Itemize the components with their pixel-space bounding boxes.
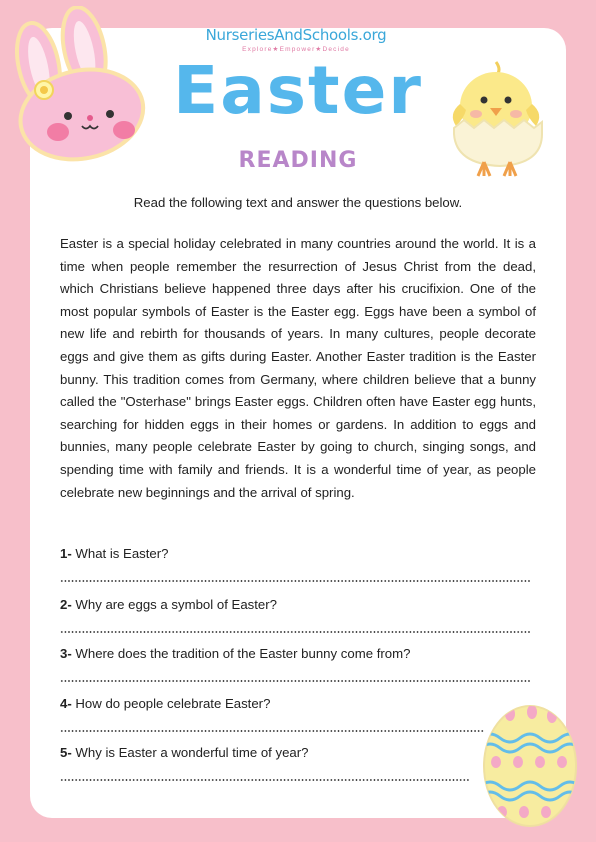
- question-text: What is Easter?: [75, 546, 169, 561]
- question-number: 1-: [60, 546, 72, 561]
- answer-line-2[interactable]: [60, 631, 530, 633]
- question-number: 2-: [60, 597, 72, 612]
- question-2: [60, 597, 540, 612]
- answer-line-4[interactable]: [60, 730, 484, 732]
- question-number: 5-: [60, 745, 72, 760]
- question-text: Where does the tradition of the Easter bunny come from?: [75, 646, 411, 661]
- logo-tagline: Explore★Empower★Decide: [242, 46, 350, 53]
- answer-line-1[interactable]: [60, 580, 530, 582]
- question-text: Why are eggs a symbol of Easter?: [75, 597, 277, 612]
- logo-name: NurseriesAndSchools.org: [205, 26, 387, 44]
- site-logo: [196, 26, 396, 53]
- answer-line-3[interactable]: [60, 680, 530, 682]
- question-text: Why is Easter a wonderful time of year?: [75, 745, 309, 760]
- page-title: Easter: [173, 52, 423, 129]
- question-number: 3-: [60, 646, 72, 661]
- question-text: How do people celebrate Easter?: [75, 696, 271, 711]
- question-1: [60, 546, 540, 561]
- decorated-egg-icon: [480, 700, 580, 830]
- question-number: 4-: [60, 696, 72, 711]
- question-3: [60, 646, 540, 661]
- answer-line-5[interactable]: [60, 779, 470, 781]
- question-4: [60, 696, 540, 711]
- instructions-text: Read the following text and answer the questions below.: [133, 195, 463, 210]
- reading-passage: Easter is a special holiday celebrated in many countries around the world. It is a time when people remember the resurrection of Jesus Christ from the dead, which Christians believe happened three days after his crucifixion. One of the most popular symbols of Easter is the Easter egg. Eggs have been a symbol of new life and rebirth for thousands of years. In many cultures, people decorate eggs and give them as gifts during Easter. Another Easter tradition is the Easter bunny. This tradition comes from Germany, where children believe that a bunny called the "Osterhase" brings Easter eggs. Children often have Easter egg hunts, searching for hidden eggs in their homes or gardens. In addition to eggs and bunnies, many people celebrate Easter by going to church, singing songs, and spending time with family and friends. It is a wonderful time of year, as people celebrate new beginnings and the arrival of spring.: [60, 236, 536, 500]
- page-subtitle: READING: [238, 148, 358, 173]
- question-5: [60, 745, 540, 760]
